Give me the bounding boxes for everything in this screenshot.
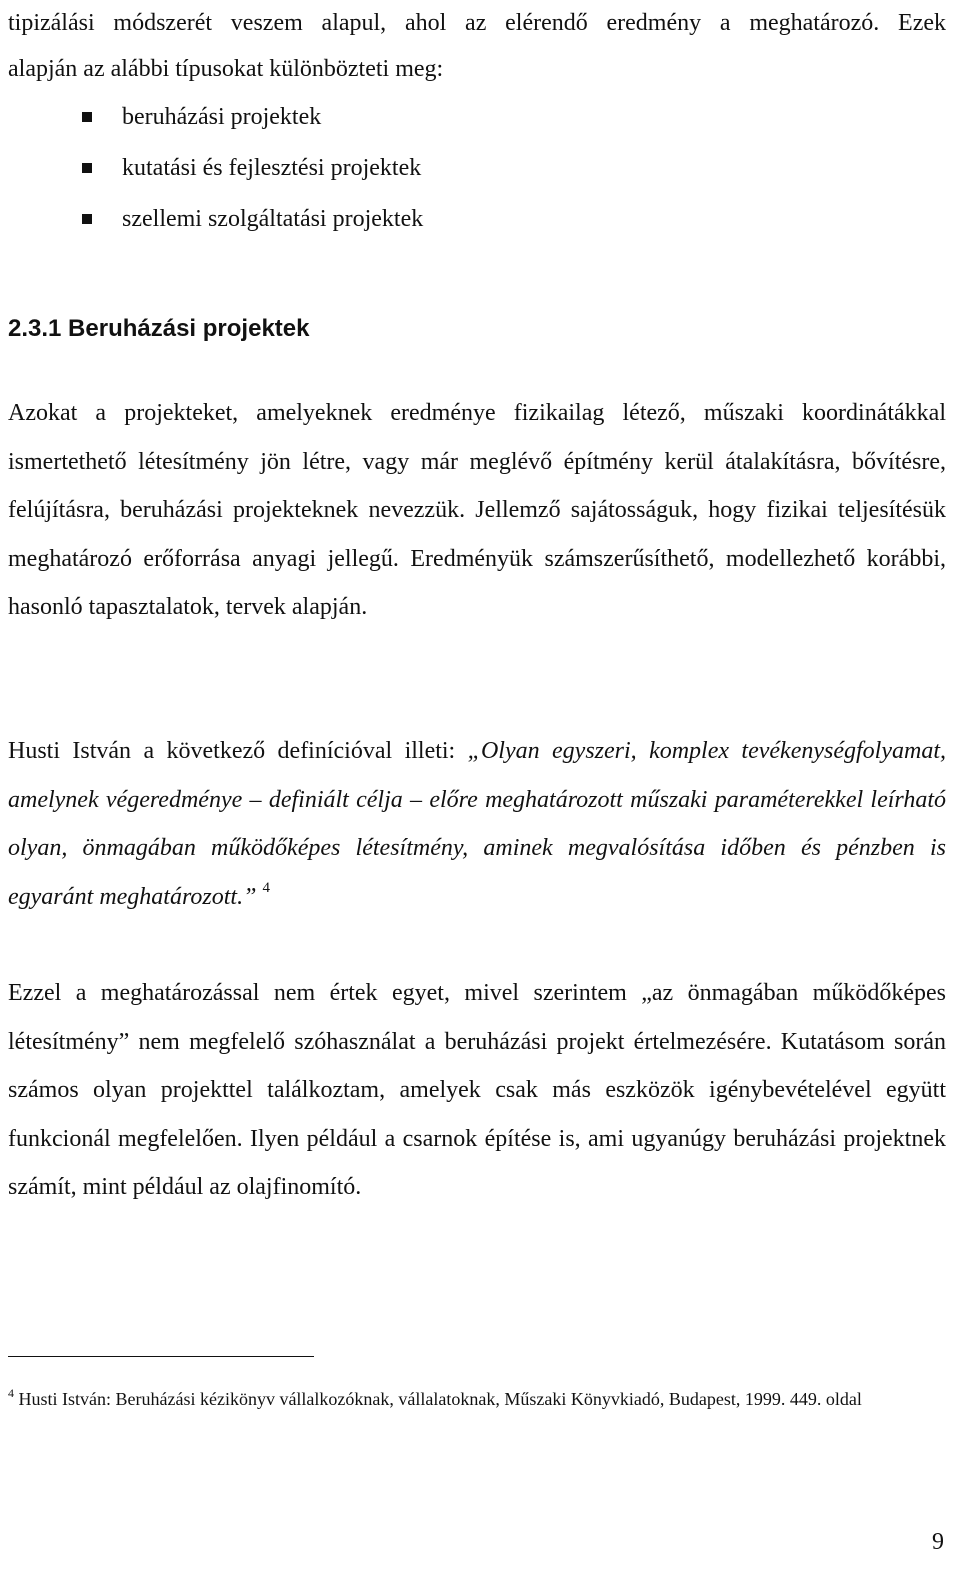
list-item	[82, 143, 946, 194]
square-bullet-icon	[82, 163, 92, 173]
paragraph-investment-projects: Azokat a projekteket, amelyeknek eredménye fizikailag létező, műszaki koordinátákkal ismertethető létesítmény jön létre, vagy már meglévő építmény kerül átalakításra, bővítésre, felújításra, beruházási projekteknek nevezzük. Jellemző sajátosságuk, hogy fizikai teljesítésük meghatározó erőforrása anyagi jellegű. Eredményük számszerűsíthető, modellezhető korábbi, hasonló tapasztalatok, tervek alapján.	[8, 400, 946, 621]
list-item	[82, 92, 946, 143]
list-item-text: beruházási projektek	[122, 104, 322, 130]
page-number: 9	[932, 1529, 944, 1555]
list-item-text: szellemi szolgáltatási projektek	[122, 206, 424, 232]
footnote	[8, 1380, 946, 1418]
square-bullet-icon	[82, 112, 92, 122]
list-item-text: kutatási és fejlesztési projektek	[122, 155, 422, 181]
paragraph-definition	[8, 727, 946, 921]
project-type-list	[8, 92, 946, 245]
list-item	[82, 194, 946, 245]
square-bullet-icon	[82, 214, 92, 224]
definition-quote: „Olyan egyszeri, komplex tevékenységfolyamat, amelynek végeredménye – definiált célja – előre meghatározott műszaki paraméterekkel leírható olyan, önmagában működőképes létesítmény, aminek megvalósítása időben és pénzben is egyaránt meghatározott.”	[8, 738, 946, 910]
definition-lead: Husti István a következő definícióval illeti:	[8, 738, 468, 764]
section-heading: 2.3.1 Beruházási projektek	[8, 315, 310, 342]
intro-line-1: tipizálási módszerét veszem alapul, ahol az elérendő eredmény a meghatározó. Ezek	[8, 10, 946, 36]
intro-line-2: alapján az alábbi típusokat különbözteti meg:	[8, 56, 444, 82]
footnote-reference[interactable]: 4	[262, 879, 270, 896]
footnote-divider	[8, 1356, 314, 1357]
paragraph-disagreement: Ezzel a meghatározással nem értek egyet, mivel szerintem „az önmagában működőképes létesítmény” nem megfelelő szóhasználat a beruházási projekt értelmezésére. Kutatásom során számos olyan projekttel találkoztam, amelyek csak más eszközök igénybevételével együtt funkcionál megfelelően. Ilyen például a csarnok építése is, ami ugyanúgy beruházási projektnek számít, mint például az olajfinomító.	[8, 980, 946, 1201]
intro-paragraph	[8, 0, 946, 92]
document-page	[8, 0, 946, 1409]
footnote-text: Husti István: Beruházási kézikönyv vállalkozóknak, vállalatoknak, Műszaki Könyvkiadó, Budapest, 1999. 449. oldal	[18, 1389, 862, 1409]
footnote-number: 4	[8, 1386, 14, 1400]
